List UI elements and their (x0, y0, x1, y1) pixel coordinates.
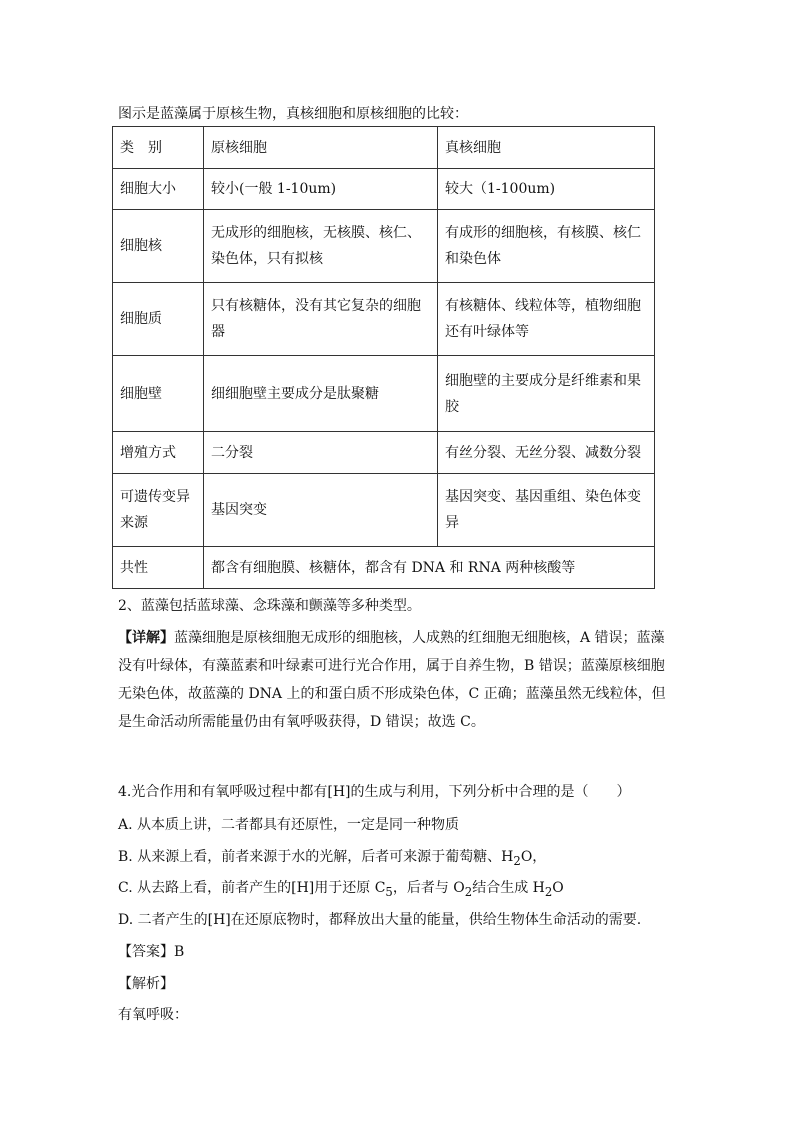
subscript: 2 (464, 884, 473, 899)
prokaryote-cell: 较小(一般 1-10um) (204, 169, 438, 210)
row-label: 细胞大小 (113, 169, 204, 210)
header-category: 类 别 (113, 127, 204, 169)
note-2: 2、蓝藻包括蓝球藻、念珠藻和颤藻等多种类型。 (118, 598, 421, 614)
answer: 【答案】B (118, 944, 185, 960)
eukaryote-cell: 有核糖体、线粒体等，植物细胞还有叶绿体等 (438, 283, 655, 356)
eukaryote-cell: 细胞壁的主要成分是纤维素和果胶 (438, 356, 655, 432)
table-row-common (113, 547, 655, 589)
option-c-tail: O (552, 880, 564, 896)
eukaryote-cell: 较大（1-100um) (438, 169, 655, 210)
table-row (113, 474, 655, 547)
table-row (113, 169, 655, 210)
header-eukaryote: 真核细胞 (438, 127, 655, 169)
header-prokaryote: 原核细胞 (204, 127, 438, 169)
detail-text: 蓝藻细胞是原核细胞无成形的细胞核，人成熟的红细胞无细胞核，A 错误；蓝藻没有叶绿体，有藻蓝素和叶绿素可进行光合作用，属于自养生物，B 错误；蓝藻原核细胞无染色体，故蓝藻的 DNA 上的和蛋白质不形成染色体，C 正确；蓝藻虽然无线粒体，但是生命活动所需能量仍由有氧呼吸获得，D 错误；故选 C。 (118, 630, 666, 730)
option-a: A. 从本质上讲，二者都具有还原性，一定是同一种物质 (118, 817, 460, 833)
table-row (113, 210, 655, 283)
table-header-row (113, 127, 655, 169)
option-c (118, 874, 678, 906)
detail-paragraph (118, 624, 678, 736)
eukaryote-cell: 有成形的细胞核，有核膜、核仁和染色体 (438, 210, 655, 283)
row-label: 可遗传变异来源 (113, 474, 204, 547)
question-stem: 4.光合作用和有氧呼吸过程中都有[H]的生成与利用，下列分析中合理的是（ ） (118, 784, 631, 800)
common-cell: 都含有细胞膜、核糖体，都含有 DNA 和 RNA 两种核酸等 (204, 547, 655, 589)
comparison-table (112, 126, 655, 589)
table-row (113, 283, 655, 356)
prokaryote-cell: 无成形的细胞核，无核膜、核仁、染色体，只有拟核 (204, 210, 438, 283)
prokaryote-cell: 细细胞壁主要成分是肽聚糖 (204, 356, 438, 432)
option-d: D. 二者产生的[H]在还原底物时，都释放出大量的能量，供给生物体生命活动的需要. (118, 912, 642, 928)
subscript: 2 (544, 884, 553, 899)
intro-text: 图示是蓝藻属于原核生物，真核细胞和原核细胞的比较： (118, 106, 468, 122)
option-b (118, 843, 678, 875)
table-row (113, 356, 655, 432)
option-c-mid2: 结合生成 H (472, 880, 545, 896)
row-label: 增殖方式 (113, 432, 204, 474)
subscript: 5 (385, 884, 393, 899)
row-label: 细胞核 (113, 210, 204, 283)
aerobic-respiration-label: 有氧呼吸： (118, 1007, 188, 1023)
eukaryote-cell: 有丝分裂、无丝分裂、减数分裂 (438, 432, 655, 474)
prokaryote-cell: 只有核糖体，没有其它复杂的细胞器 (204, 283, 438, 356)
table-row (113, 432, 655, 474)
subscript: 2 (513, 853, 521, 868)
detail-tag: 【详解】 (118, 630, 174, 646)
option-b-tail: O， (520, 849, 547, 865)
analysis-heading: 【解析】 (118, 976, 174, 992)
option-b-text: B. 从来源上看，前者来源于水的光解，后者可来源于葡萄糖、H (118, 849, 514, 865)
option-c-mid: ，后者与 O (392, 880, 465, 896)
option-c-text: C. 从去路上看，前者产生的[H]用于还原 C (118, 880, 386, 896)
row-label: 细胞壁 (113, 356, 204, 432)
row-label: 细胞质 (113, 283, 204, 356)
row-label: 共性 (113, 547, 204, 589)
prokaryote-cell: 二分裂 (204, 432, 438, 474)
eukaryote-cell: 基因突变、基因重组、染色体变异 (438, 474, 655, 547)
prokaryote-cell: 基因突变 (204, 474, 438, 547)
